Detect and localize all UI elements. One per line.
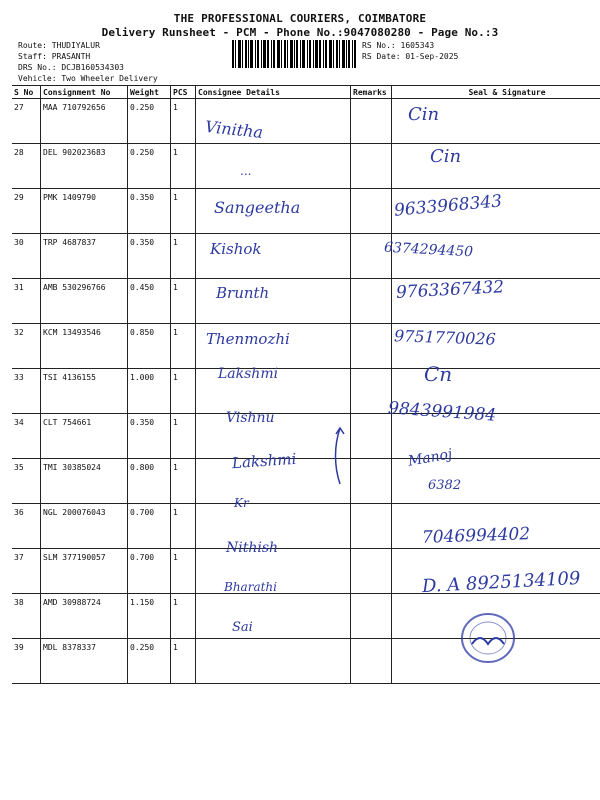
row-sno: 37 xyxy=(12,549,41,594)
handwritten-signature: 6382 xyxy=(428,478,462,493)
col-weight: Weight xyxy=(128,86,171,99)
company-title: THE PROFESSIONAL COURIERS, COIMBATORE xyxy=(173,12,427,25)
row-weight: 0.700 xyxy=(128,549,171,594)
row-consignment-no: NGL 200076043 xyxy=(41,504,128,549)
row-weight: 0.350 xyxy=(128,189,171,234)
row-pcs: 1 xyxy=(171,144,196,189)
row-sno: 38 xyxy=(12,594,41,639)
row-remarks xyxy=(351,324,392,369)
row-pcs: 1 xyxy=(171,234,196,279)
row-remarks xyxy=(351,504,392,549)
handwritten-signature: 9763367432 xyxy=(395,277,505,303)
row-weight: 1.000 xyxy=(128,369,171,414)
row-sno: 39 xyxy=(12,639,41,684)
rubber-stamp xyxy=(458,610,518,666)
row-weight: 0.250 xyxy=(128,99,171,144)
handwritten-signature: 7046994402 xyxy=(421,524,531,548)
row-consignment-no: KCM 13493546 xyxy=(41,324,128,369)
row-sno: 28 xyxy=(12,144,41,189)
row-sno: 29 xyxy=(12,189,41,234)
row-remarks xyxy=(351,144,392,189)
row-weight: 0.850 xyxy=(128,324,171,369)
row-consignment-no: TSI 4136155 xyxy=(41,369,128,414)
barcode xyxy=(232,40,356,68)
row-consignment-no: TRP 4687837 xyxy=(41,234,128,279)
row-remarks xyxy=(351,594,392,639)
row-consignment-no: MDL 8378337 xyxy=(41,639,128,684)
handwritten-arrow-mark xyxy=(326,426,350,486)
handwritten-name: Lakshmi xyxy=(218,366,279,382)
row-sno: 27 xyxy=(12,99,41,144)
vehicle-text: Vehicle: Two Wheeler Delivery xyxy=(18,74,158,83)
row-pcs: 1 xyxy=(171,189,196,234)
table-row xyxy=(12,279,600,324)
row-consignment-no: AMB 530296766 xyxy=(41,279,128,324)
handwritten-signature: 9843991984 xyxy=(387,398,497,426)
row-sno: 35 xyxy=(12,459,41,504)
handwritten-signature: D. A 8925134109 xyxy=(421,567,581,598)
col-seal-signature: Seal & Signature xyxy=(392,86,600,99)
table-row xyxy=(12,189,600,234)
row-pcs: 1 xyxy=(171,549,196,594)
table-row xyxy=(12,234,600,279)
row-weight: 0.350 xyxy=(128,414,171,459)
row-pcs: 1 xyxy=(171,639,196,684)
meta-left xyxy=(18,40,158,84)
row-consignee-details xyxy=(196,144,351,189)
table-row xyxy=(12,414,600,459)
handwritten-signature: 9751770026 xyxy=(393,326,497,349)
row-weight: 0.800 xyxy=(128,459,171,504)
row-pcs: 1 xyxy=(171,99,196,144)
runsheet-subtitle: Delivery Runsheet - PCM - Phone No.:9047080280 - Page No.:3 xyxy=(101,26,499,39)
staff-text: Staff: PRASANTH xyxy=(18,52,91,61)
row-sno: 33 xyxy=(12,369,41,414)
row-sno: 36 xyxy=(12,504,41,549)
col-consignee-details: Consignee Details xyxy=(196,86,351,99)
row-remarks xyxy=(351,279,392,324)
drs-number: DRS No.: DCJB160534303 xyxy=(18,63,124,72)
handwritten-name: Sangeetha xyxy=(214,198,301,217)
row-sno: 34 xyxy=(12,414,41,459)
route-text: Route: THUDIYALUR xyxy=(18,41,100,50)
row-consignment-no: DEL 902023683 xyxy=(41,144,128,189)
rs-number: RS No.: 1605343 xyxy=(362,41,435,50)
row-remarks xyxy=(351,414,392,459)
row-weight: 0.250 xyxy=(128,144,171,189)
table-row xyxy=(12,324,600,369)
col-sno: S No xyxy=(12,86,41,99)
row-consignee-details xyxy=(196,639,351,684)
col-remarks: Remarks xyxy=(351,86,392,99)
table-row xyxy=(12,99,600,144)
handwritten-name: Vishnu xyxy=(226,410,275,426)
handwritten-name: Bharathi xyxy=(224,580,277,594)
row-remarks xyxy=(351,369,392,414)
row-remarks xyxy=(351,459,392,504)
row-pcs: 1 xyxy=(171,414,196,459)
handwritten-name: Thenmozhi xyxy=(206,330,290,348)
handwritten-signature: Manoj xyxy=(406,446,454,470)
handwritten-name: Brunth xyxy=(216,284,270,302)
row-remarks xyxy=(351,639,392,684)
row-remarks xyxy=(351,549,392,594)
handwritten-name: Vinitha xyxy=(204,117,264,142)
handwritten-signature: Cn xyxy=(424,362,453,386)
table-header-row xyxy=(12,86,600,99)
row-consignment-no: PMK 1409790 xyxy=(41,189,128,234)
row-weight: 0.350 xyxy=(128,234,171,279)
row-consignment-no: CLT 754661 xyxy=(41,414,128,459)
row-weight: 0.700 xyxy=(128,504,171,549)
row-pcs: 1 xyxy=(171,279,196,324)
row-pcs: 1 xyxy=(171,459,196,504)
meta-right xyxy=(362,40,458,62)
handwritten-name: Nithish xyxy=(226,540,279,556)
row-seal-signature xyxy=(392,144,600,189)
row-sno: 30 xyxy=(12,234,41,279)
table-row xyxy=(12,369,600,414)
handwritten-name: Sai xyxy=(232,620,253,635)
row-consignment-no: TMI 30385024 xyxy=(41,459,128,504)
row-consignee-details xyxy=(196,594,351,639)
handwritten-name: ... xyxy=(240,164,252,178)
row-weight: 0.450 xyxy=(128,279,171,324)
handwritten-signature: Cin xyxy=(430,146,462,167)
row-weight: 0.250 xyxy=(128,639,171,684)
row-pcs: 1 xyxy=(171,324,196,369)
row-consignment-no: MAA 710792656 xyxy=(41,99,128,144)
handwritten-name: Kr xyxy=(234,496,249,510)
handwritten-name: Kishok xyxy=(210,240,262,258)
handwritten-signature: Cin xyxy=(408,104,440,125)
row-remarks xyxy=(351,189,392,234)
handwritten-signature: 6374294450 xyxy=(383,239,474,261)
row-remarks xyxy=(351,99,392,144)
row-sno: 31 xyxy=(12,279,41,324)
handwritten-signature: 9633968343 xyxy=(393,191,503,221)
table-row xyxy=(12,459,600,504)
table-row xyxy=(12,144,600,189)
col-pcs: PCS xyxy=(171,86,196,99)
rs-date: RS Date: 01-Sep-2025 xyxy=(362,52,459,61)
row-consignment-no: AMD 30988724 xyxy=(41,594,128,639)
row-pcs: 1 xyxy=(171,504,196,549)
row-pcs: 1 xyxy=(171,594,196,639)
col-consignment: Consignment No xyxy=(41,86,128,99)
row-weight: 1.150 xyxy=(128,594,171,639)
row-sno: 32 xyxy=(12,324,41,369)
handwritten-name: Lakshmi xyxy=(231,449,297,473)
row-pcs: 1 xyxy=(171,369,196,414)
runsheet-table xyxy=(12,85,600,684)
row-consignment-no: SLM 377190057 xyxy=(41,549,128,594)
